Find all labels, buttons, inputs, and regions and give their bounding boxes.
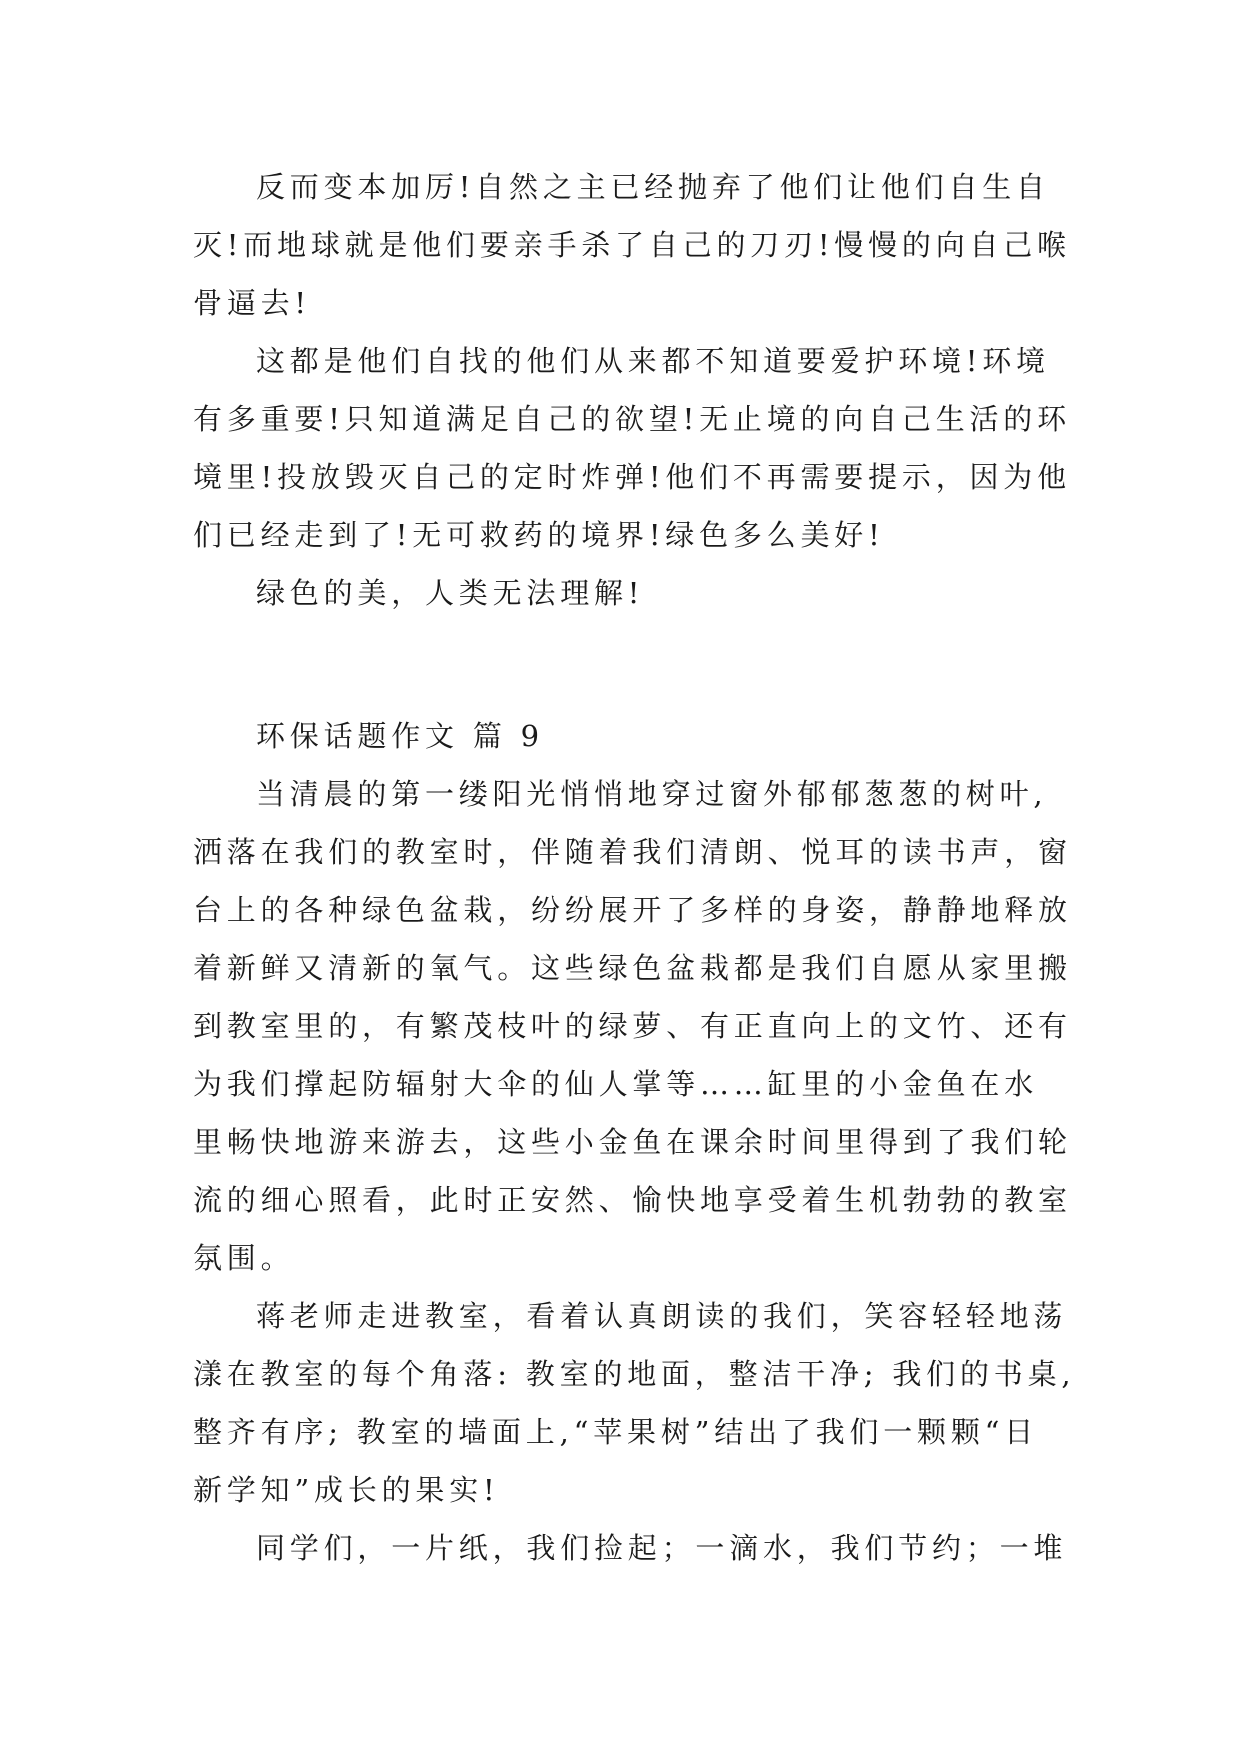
- text-line: 到教室里的，有繁茂枝叶的绿萝、有正直向上的文竹、还有: [193, 1009, 1072, 1043]
- text-line: 氛围。: [193, 1241, 295, 1275]
- text-line: 台上的各种绿色盆栽，纷纷展开了多样的身姿，静静地释放: [193, 893, 1072, 927]
- text-line: 境里!投放毁灭自己的定时炸弹!他们不再需要提示，因为他: [193, 460, 1071, 494]
- text-line: 灭!而地球就是他们要亲手杀了自己的刀刃!慢慢的向自己喉: [193, 228, 1071, 262]
- text-line: 里畅快地游来游去，这些小金鱼在课余时间里得到了我们轮: [193, 1125, 1072, 1159]
- text-line: 整齐有序; 教室的墙面上,“苹果树”结出了我们一颗颗“日: [193, 1415, 1039, 1449]
- text-line: 新学知”成长的果实!: [193, 1473, 500, 1507]
- paragraph: [193, 564, 1053, 622]
- paragraph: [193, 1519, 1068, 1577]
- text-line: 同学们，一片纸，我们捡起；一滴水，我们节约；一堆: [256, 1531, 1068, 1565]
- paragraph: [193, 1287, 1076, 1519]
- text-line: 洒落在我们的教室时，伴随着我们清朗、悦耳的读书声，窗: [193, 835, 1072, 869]
- text-line: 绿色的美，人类无法理解!: [256, 576, 645, 610]
- text-line: 当清晨的第一缕阳光悄悄地穿过窗外郁郁葱葱的树叶,: [256, 777, 1048, 811]
- text-line: 漾在教室的每个角落: 教室的地面，整洁干净; 我们的书桌,: [193, 1357, 1076, 1391]
- paragraph: [193, 765, 1072, 1287]
- text-line: 为我们撑起防辐射大伞的仙人掌等……缸里的小金鱼在水: [193, 1067, 1039, 1101]
- text-line: 流的细心照看，此时正安然、愉快地享受着生机勃勃的教室: [193, 1183, 1072, 1217]
- text-line: 这都是他们自找的他们从来都不知道要爱护环境!环境: [256, 344, 1050, 378]
- text-line: 骨逼去!: [193, 286, 311, 320]
- section-heading: 环保话题作文 篇 9: [256, 719, 544, 753]
- paragraph: [193, 158, 1071, 332]
- text-line: 蒋老师走进教室，看着认真朗读的我们，笑容轻轻地荡: [256, 1299, 1068, 1333]
- text-line: 们已经走到了!无可救药的境界!绿色多么美好!: [193, 518, 885, 552]
- section-spacer: [193, 622, 1053, 707]
- text-line: 反而变本加厉!自然之主已经抛弃了他们让他们自生自: [256, 170, 1050, 204]
- text-line: 有多重要!只知道满足自己的欲望!无止境的向自己生活的环: [193, 402, 1071, 436]
- document-body: [193, 158, 1076, 1577]
- text-line: 着新鲜又清新的氧气。这些绿色盆栽都是我们自愿从家里搬: [193, 951, 1072, 985]
- paragraph: [193, 332, 1071, 564]
